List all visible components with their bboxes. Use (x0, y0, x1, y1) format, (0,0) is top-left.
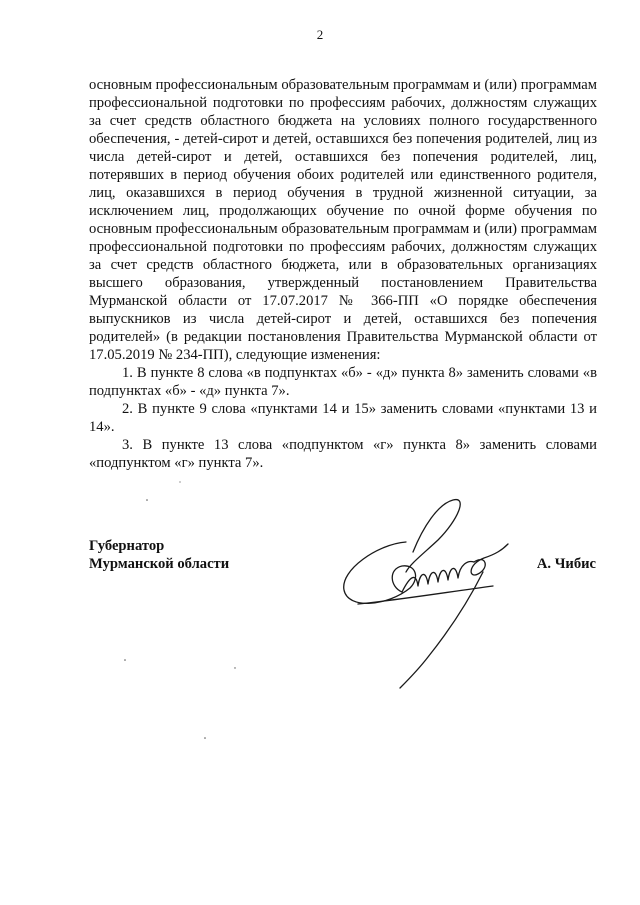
signatory-position-line-1: Губернатор (89, 538, 165, 554)
handwritten-signature (318, 492, 528, 692)
signatory-position (89, 537, 229, 573)
signatory-position-line-2: Мурманской области (89, 556, 230, 572)
amendment-item-1: 1. В пункте 8 слова «в подпунктах «б» - «д» пункта 8» заменить словами «в подпунктах «б» - «д» пункта 7». (89, 365, 597, 399)
signer-name: А. Чибис (536, 556, 596, 572)
paragraph-intro: основным профессиональным образовательным программам и (или) программам профессиональной подготовки по профессиям рабочих, должностям служащих за счет средств областного бюджета на условиях полного государственного обеспечения, - детей-сирот и детей, оставшихся без попечения родителей, лиц из числа детей-сирот и детей, оставшихся без попечения родителей, лиц, потерявших в период обучения обоих родителей или единственного родителя, лиц, оказавшихся в период обучения в трудной жизненной ситуации, за исключением лиц, продолжающих обучение по очной форме обучения по основным профессиональным образовательным программам и (или) программам профессиональной подготовки по профессиям рабочих, должностям служащих за счет средств областного бюджета, или в образовательных организациях высшего образования, утвержденный постановлением Правительства Мурманской области от 17.07.2017 № 366-ПП «О порядке обеспечения выпускников из числа детей-сирот и детей, оставшихся без попечения родителей» (в редакции постановления Правительства Мурманской области от 17.05.2019 № 234-ПП), следующие изменения: (89, 77, 597, 363)
document-body (89, 76, 597, 472)
amendment-item-2: 2. В пункте 9 слова «пунктами 14 и 15» заменить словами «пунктами 13 и 14». (89, 401, 597, 435)
page-number: 2 (316, 27, 324, 42)
amendment-item-3: 3. В пункте 13 слова «подпунктом «г» пункта 8» заменить словами «подпунктом «г» пункта 7». (89, 437, 597, 471)
